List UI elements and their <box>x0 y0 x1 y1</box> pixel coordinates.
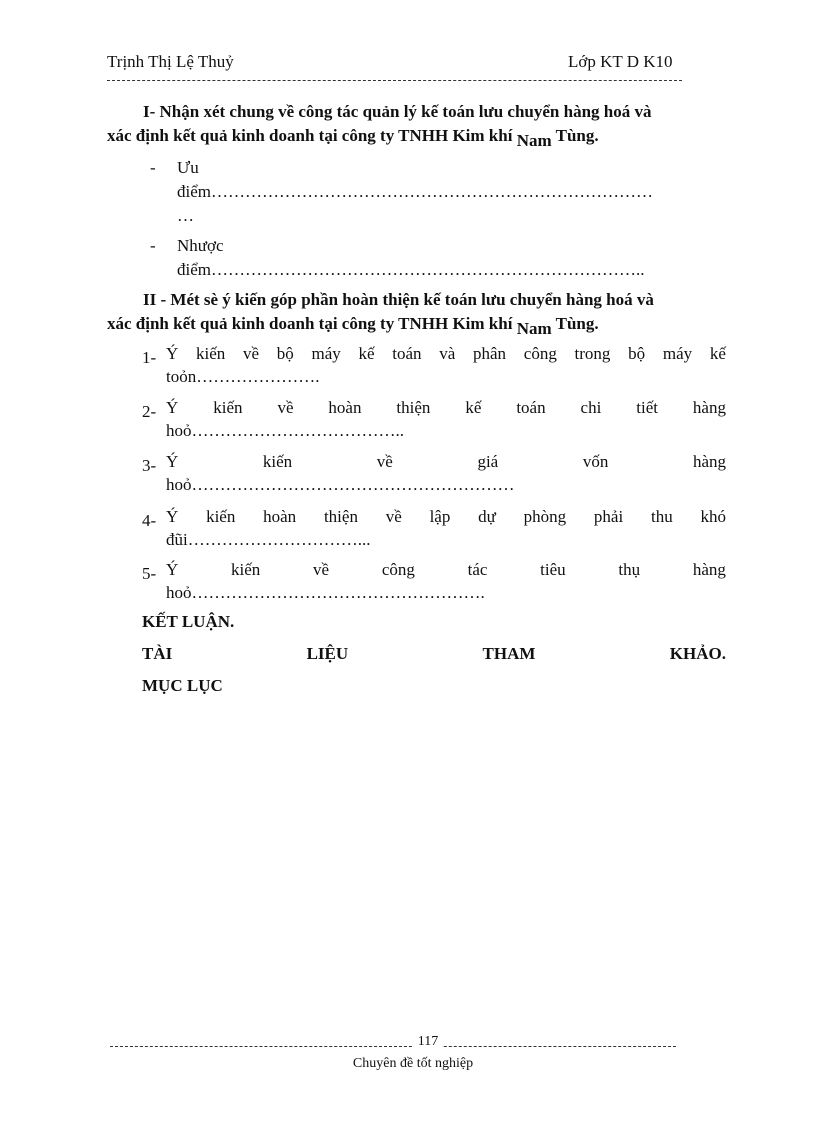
section-1-heading-line1: I- Nhận xét chung về công tác quản lý kế toán lưu chuyển hàng hoá và <box>143 102 652 121</box>
word: Ý <box>166 507 179 526</box>
word: thụ <box>618 560 641 579</box>
item-line1 <box>166 450 726 473</box>
word: hàng <box>692 398 726 417</box>
word: giá <box>477 452 499 471</box>
word: về <box>277 398 294 417</box>
page-number: 117 <box>413 1034 443 1050</box>
word: KHẢO. <box>669 644 726 663</box>
word: tác <box>467 560 488 579</box>
word: khó <box>700 507 726 526</box>
word: về <box>376 452 393 471</box>
word: chi <box>580 398 602 417</box>
section-1-heading-sub: Nam <box>516 131 552 150</box>
word: phòng <box>523 507 567 526</box>
word: về <box>385 507 402 526</box>
word: tiết <box>636 398 658 417</box>
word: phải <box>593 507 624 526</box>
footer-divider <box>110 1046 676 1047</box>
word: công <box>523 344 557 363</box>
item-line1 <box>166 342 726 365</box>
word: kế <box>358 344 375 363</box>
section-2-heading-sub: Nam <box>516 319 552 338</box>
word: tiêu <box>540 560 566 579</box>
header-class: Lớp KT D K10 <box>568 52 673 71</box>
word: toán <box>392 344 422 363</box>
item-dots: điểm…………………………………………………………………… <box>177 182 653 201</box>
word: dự <box>478 507 496 526</box>
item-line1 <box>166 396 726 419</box>
word: hoàn <box>328 398 362 417</box>
word: thiện <box>323 507 358 526</box>
section-2-heading-end: Tùng. <box>555 314 599 333</box>
item-line2: hoỏ……………………………….. <box>166 421 404 440</box>
item-line1 <box>166 558 726 581</box>
table-of-contents-heading: MỤC LỤC <box>142 676 223 695</box>
word: lập <box>429 507 451 526</box>
word: công <box>381 560 415 579</box>
section-2-heading-line1: II - Mét sè ý kiến góp phần hoàn thiện kế toán lưu chuyển hàng hoá và <box>143 290 654 309</box>
word: trong <box>574 344 611 363</box>
word: về <box>243 344 260 363</box>
item-line1 <box>166 505 726 528</box>
word: hàng <box>692 560 726 579</box>
item-dots-cont: … <box>177 206 194 225</box>
section-1-heading <box>107 100 726 153</box>
header-divider <box>107 80 682 81</box>
item-line2: toỏn…………………. <box>166 367 320 386</box>
section-1-heading-end: Tùng. <box>555 126 599 145</box>
item-line2: đũi…………………………... <box>166 530 371 549</box>
section-1-heading-text: xác định kết quả kinh doanh tại công ty TNHH Kim khí <box>107 126 513 145</box>
section-1-heading-line2 <box>107 124 726 153</box>
dash-mark: - <box>150 158 156 177</box>
word: toán <box>516 398 546 417</box>
word: vốn <box>582 452 609 471</box>
word: hàng <box>692 452 726 471</box>
dash-mark: - <box>150 236 156 255</box>
item-label: Nhược <box>177 236 224 255</box>
word: kiến <box>206 507 236 526</box>
item-line2: hoỏ………………………………………………… <box>166 475 515 494</box>
word: Ý <box>166 452 179 471</box>
word: bộ <box>628 344 646 363</box>
footer-title: Chuyên đề tốt nghiệp <box>352 1056 474 1071</box>
item-number: 1- <box>142 348 157 367</box>
section-2-heading-text: xác định kết quả kinh doanh tại công ty TNHH Kim khí <box>107 314 513 333</box>
item-number: 5- <box>142 564 157 583</box>
word: phân <box>473 344 507 363</box>
word: kiến <box>196 344 226 363</box>
word: thiện <box>396 398 431 417</box>
word: TÀI <box>142 644 173 663</box>
item-line2: hoỏ……………………………………………. <box>166 583 485 602</box>
word: về <box>313 560 330 579</box>
conclusion-heading: KẾT LUẬN. <box>142 612 235 631</box>
word: hoàn <box>263 507 297 526</box>
word: và <box>439 344 456 363</box>
word: Ý <box>166 560 179 579</box>
header-author: Trịnh Thị Lệ Thuỷ <box>107 52 234 71</box>
references-heading <box>142 644 726 664</box>
item-number: 3- <box>142 456 157 475</box>
item-label: Ưu <box>177 158 199 177</box>
word: máy <box>311 344 341 363</box>
word: kiến <box>213 398 243 417</box>
item-number: 4- <box>142 511 157 530</box>
word: bộ <box>276 344 294 363</box>
word: thu <box>650 507 673 526</box>
word: kiến <box>231 560 261 579</box>
word: Ý <box>166 344 179 363</box>
word: kiến <box>262 452 293 471</box>
word: LIỆU <box>306 644 349 663</box>
word: máy <box>662 344 693 363</box>
word: kế <box>465 398 482 417</box>
item-number: 2- <box>142 402 157 421</box>
word: THAM <box>482 644 536 663</box>
word: Ý <box>166 398 179 417</box>
section-2-heading <box>107 288 726 341</box>
word: kế <box>709 344 726 363</box>
section-2-heading-line2 <box>107 312 726 341</box>
item-dots: điểm………………………………………………………………….. <box>177 260 645 279</box>
